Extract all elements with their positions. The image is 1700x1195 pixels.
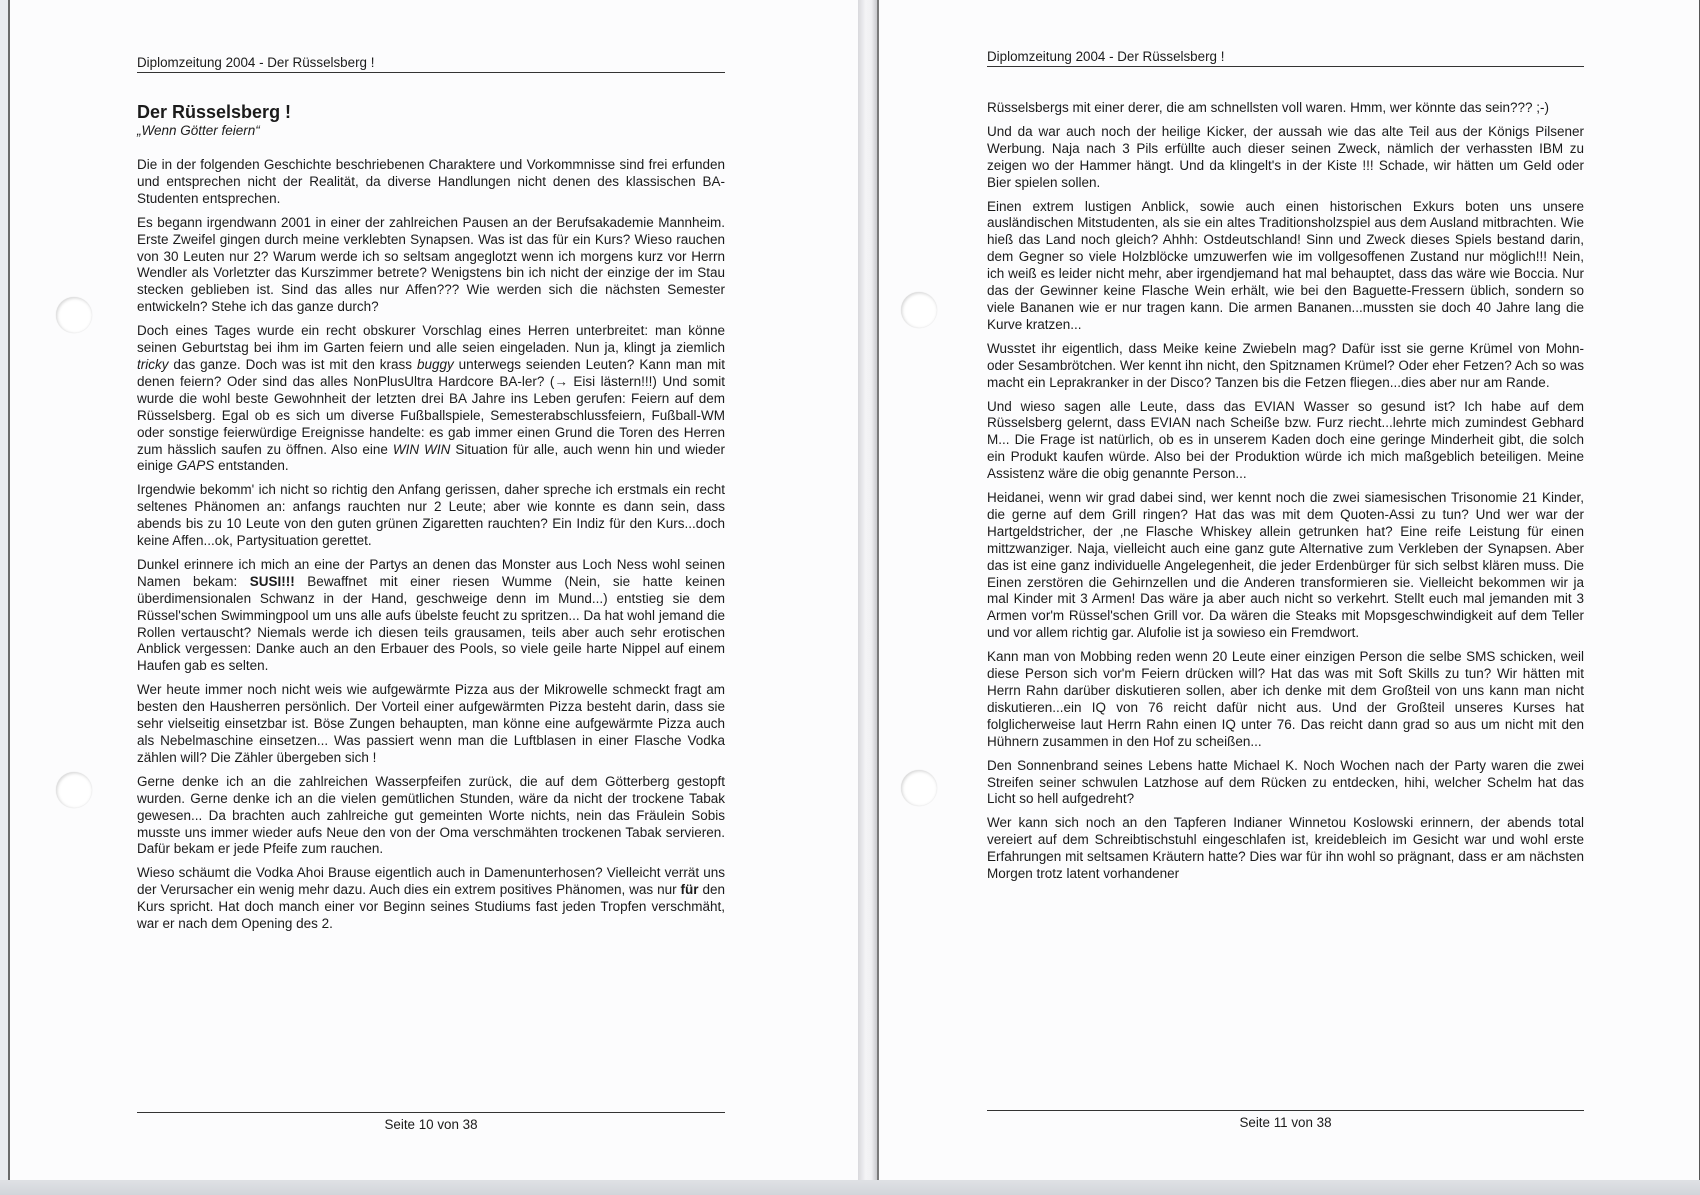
text-run: unterwegs seienden Leuten? Kann man mit denen feiern? Oder sind das alles NonPlusUltra Hardcore BA-ler? (→ Eisi lästern!!!) Und somit wurde die wohl beste Gewohnheit der letzten drei BA Jahre ins Leben gerufen: Feiern auf dem Rüsselsberg. Egal ob es sich um diverse Fußballspiele, Semesterabschlussfeiern, Fußball-WM oder sonstige feierwürdige Ereignisse handelte: es gab immer einen Grund die Toren des Herren zum hässlich saufen zu öffnen. Also eine bbox=[137, 356, 725, 457]
bold-text: für bbox=[680, 882, 699, 898]
text-run: Situation für alle, auch wenn hin und wieder einige bbox=[137, 441, 725, 474]
running-header: Diplomzeitung 2004 - Der Rüsselsberg ! bbox=[987, 49, 1584, 67]
paragraph: Heidanei, wenn wir grad dabei sind, wer kennt noch die zwei siamesischen Trisonomie 21 Kinder, die gerne auf dem Grill ringen? Hat das was mit dem Quoten-Assi zu tun? Und wer war der Hartgeldstricher, der ‚ne Flasche Whiskey allein getrunken hat? Eine reife Leistung für einen mittzwanziger. Naja, vielleicht auch eine ganz gute Alternative zum Verkleben der Synapsen. Aber das ist eine ganz individuelle Angelegenheit, die jeder Erdenbürger für sich selbst klären muss. Die Einen zerstören die Gehirnzellen und die Anderen transformieren sie. Vielleicht bekommen wir ja mal Kinder mit 3 Armen! Das wäre ja aber auch nicht so verkehrt. Stellt euch mal jemanden mit 3 Armen vor'm Rüssel'schen Grill vor. Da wären die Steaks mit Mopsgeschwindigkeit auf dem Teller und vor allem richtig gar. Alufolie ist ja sowieso ein Fremdwort. bbox=[987, 490, 1584, 641]
paragraph: Einen extrem lustigen Anblick, sowie auch einen historischen Exkurs boten uns unsere ausländischen Mitstudenten, als sie ein altes Traditionsholzspiel aus dem Ausland mitbrachten. Wie hieß das Land noch gleich? Ahhh: Ostdeutschland! Sinn und Zweck dieses Spiels bestand darin, dem Gegner so viele Holzblöcke umzuwerfen wie im vollgesoffenen Zustand nur möglich!!! Nein, ich weiß es leider nicht mehr, aber irgendjemand hat mal behauptet, dass das wäre wie Boccia. Nur das der Gewinner keine Flasche Wein erhält, wie bei den Baguette-Fressern üblich, sondern so viele Bananen wie er nur tragen kann. Die armen Bananen...mussten sie doch 40 Jahre lang die Kurve kratzen... bbox=[987, 198, 1584, 332]
binder-hole bbox=[901, 770, 937, 806]
text-run: das ganze. Doch was ist mit den krass bbox=[168, 356, 417, 372]
paragraph: Den Sonnenbrand seines Lebens hatte Michael K. Noch Wochen nach der Party waren die zwei Streifen seiner schwulen Latzhose auf dem Rücken zu entdecken, hihi, welcher Schelm hat das Licht so hell aufgedreht? bbox=[987, 757, 1584, 807]
paragraph: Die in der folgenden Geschichte beschriebenen Charaktere und Vorkommnisse sind frei erfunden und entsprechen nicht der Realität, da diverse Handlungen nicht denen des klassischen BA-Studenten entsprechen. bbox=[137, 157, 725, 206]
binder-hole bbox=[56, 772, 92, 808]
right-page bbox=[877, 0, 1700, 1180]
paragraph: Wer heute immer noch nicht weis wie aufgewärmte Pizza aus der Mikrowelle schmeckt fragt am besten den Hausherren persönlich. Der Vorteil einer aufgewärmten Pizza besteht darin, dass sie sehr vielseitig einsetzbar ist. Böse Zungen behaupten, man könne eine aufgewärmte Pizza auch als Nebelmaschine einsetzen... Was passiert wenn man die Luftblasen in einer Flasche Vodka zählen will? Die Zähler übergeben sich ! bbox=[137, 682, 725, 765]
page-content bbox=[137, 102, 725, 940]
text-run: Doch eines Tages wurde ein recht obskurer Vorschlag eines Herren unterbreitet: man könne seinen Geburtstag bei ihm im Garten feiern und alle seien eingeladen. Nun ja, klingt ja ziemlich bbox=[137, 323, 725, 356]
page-content bbox=[987, 100, 1584, 890]
paragraph: Gerne denke ich an die zahlreichen Wasserpfeifen zurück, die auf dem Götterberg gestopft wurden. Gerne denke ich an die vielen gemütlichen Stunden, wäre da nicht der trockene Tabak gewesen... Da brachten auch zahlreiche gut gemeinten Worte nichts, nein das Fräulein Sobis musste uns immer wieder aufs Neue den von der Oma verschmähten trockenen Tabak servieren. Dafür bekam er jede Pfeife zum rauchen. bbox=[137, 773, 725, 857]
book-gutter bbox=[858, 0, 877, 1195]
left-page bbox=[8, 0, 860, 1180]
text-run: Wieso schäumt die Vodka Ahoi Brause eigentlich auch in Damenunterhosen? Vielleicht verrät uns der Verursacher ein wenig mehr dazu. Auch dies ein extrem positives Phänomen, was nur bbox=[137, 865, 725, 898]
binder-hole bbox=[56, 297, 92, 333]
emphasis: buggy bbox=[416, 356, 454, 372]
paragraph: Irgendwie bekomm' ich nicht so richtig den Anfang gerissen, daher spreche ich erstmals ein recht seltenes Phänomen an: anfangs rauchten nur 2 Leute; aber wie konnte es dann sein, dass abends bis zu 10 Leute von den guten grünen Zigaretten rauchten? Ein Indiz für den Kurs...doch keine Affen...ok, Partysituation gerettet. bbox=[137, 482, 725, 549]
paragraph bbox=[137, 557, 725, 675]
article-subtitle: „Wenn Götter feiern“ bbox=[137, 123, 260, 138]
paragraph: Kann man von Mobbing reden wenn 20 Leute einer einzigen Person die selbe SMS schicken, weil diese Person sich vor'm Feiern drücken will? Hat das was mit Soft Skills zu tun? Wir hätten mit Herrn Rahn darüber diskutieren sollen, aber ich denke mit dem Großteil von uns kann man nicht diskutieren...ein IQ von 76 reicht dafür nicht aus. Und der Großteil unseres Kurses hat folglicherweise laut Herrn Rahn einen IQ unter 76. Das reicht dann grad so aus um nicht mit den Hühnern zusammen in den Hof zu scheißen... bbox=[987, 649, 1584, 749]
emphasis: GAPS bbox=[176, 458, 215, 474]
binder-hole bbox=[901, 292, 937, 328]
paragraph: Rüsselsbergs mit einer derer, die am schnellsten voll waren. Hmm, wer könnte das sein??? ;-) bbox=[987, 100, 1549, 115]
emphasis: tricky bbox=[137, 356, 169, 372]
bold-text: SUSI!!! bbox=[249, 573, 295, 589]
paragraph: Und wieso sagen alle Leute, dass das EVIAN Wasser so gesund ist? Ich habe auf dem Rüsselsberg gelernt, dass EVIAN nach Scheiße bzw. Furz riecht...lehrte mich zumindest Gebhard M... Die Frage ist natürlich, ob es in unserem Kaden doch eine geringe Minderheit gibt, die solch ein Produkt kaufen würde. Also bei der Produktion würde ich mich maßgeblich beteiligen. Meine Assistenz wäre die obig genannte Person... bbox=[987, 398, 1584, 482]
paragraph: Wer kann sich noch an den Tapferen Indianer Winnetou Koslowski erinnern, der abends total vereiert auf dem Schreibtischstuhl eingeschlafen ist, kreidebleich im Gesicht war und wohl erste Erfahrungen mit seltsamen Kräutern hatte? Dies war für ihn wohl so prägnant, dass er am nächsten Morgen trotz latent vorhandener bbox=[987, 815, 1584, 882]
paragraph bbox=[137, 323, 725, 475]
scan-bottom-edge bbox=[0, 1180, 1700, 1195]
text-run: Bewaffnet mit einer riesen Wumme (Nein, sie hatte keinen überdimensionalen Schwanz in der Hand, geschweige denn im Mund...) entstieg sie dem Rüssel'schen Swimmingpool um uns alle aufs übelste feucht zu spritzen... Da hat wohl jemand die Rollen vertauscht? Niemals werde ich diesen teils grausamen, teils aber auch sehr erotischen Anblick vergessen: Danke auch an den Erbauer des Pools, so viele geile harte Nippel auf einem Haufen gab es selten. bbox=[137, 573, 725, 674]
article-title: Der Rüsselsberg ! bbox=[137, 102, 292, 122]
page-footer: Seite 11 von 38 bbox=[987, 1110, 1584, 1130]
page-footer: Seite 10 von 38 bbox=[137, 1112, 725, 1132]
paragraph: Es begann irgendwann 2001 in einer der zahlreichen Pausen an der Berufsakademie Mannheim. Erste Zweifel gingen durch meine verklebten Synapsen. Was ist das für ein Kurs? Wieso rauchen von 30 Leuten nur 2? Warum werde ich so seltsam angeglotzt wenn ich morgens kurz vor Herrn Wendler als Vorletzter das Kurszimmer betrete? Wenigstens bin ich nicht der einzige der im Stau stecken geblieben ist. Sind das alles nur Affen??? Wie werden sich die nächsten Semester entwickeln? Stehe ich das ganze durch? bbox=[137, 214, 725, 315]
paragraph: Und da war auch noch der heilige Kicker, der aussah wie das alte Teil aus der Königs Pilsener Werbung. Naja nach 3 Pils erfüllte auch dieser seinen Zweck, nämlich der verhassten IBM zu zeigen wo der Hammer hängt. Und da klingelt's in der Kiste !!! Schade, wir hätten um Geld oder Bier spielen sollen. bbox=[987, 123, 1584, 190]
text-run: entstanden. bbox=[214, 458, 289, 474]
emphasis: WIN WIN bbox=[392, 441, 451, 457]
paragraph bbox=[137, 865, 725, 933]
text-run: Dunkel erinnere ich mich an eine der Partys an denen das Monster aus Loch Ness wohl seinen Namen bekam: bbox=[137, 556, 725, 589]
text-run: den Kurs spricht. Hat doch manch einer vor Beginn seines Studiums fast jeden Tropfen verschmäht, war er nach dem Opening des 2. bbox=[137, 882, 725, 932]
paragraph: Wusstet ihr eigentlich, dass Meike keine Zwiebeln mag? Dafür isst sie gerne Krümel von Mohn- oder Sesambrötchen. Wer kennt ihn nicht, den Spitznamen Krümel? Oder eher Fetzen? Ach so was macht ein Leprakranker in der Disco? Tanzen bis die Fetzen fliegen...dies aber nur am Rande. bbox=[987, 340, 1584, 390]
running-header: Diplomzeitung 2004 - Der Rüsselsberg ! bbox=[137, 55, 725, 73]
